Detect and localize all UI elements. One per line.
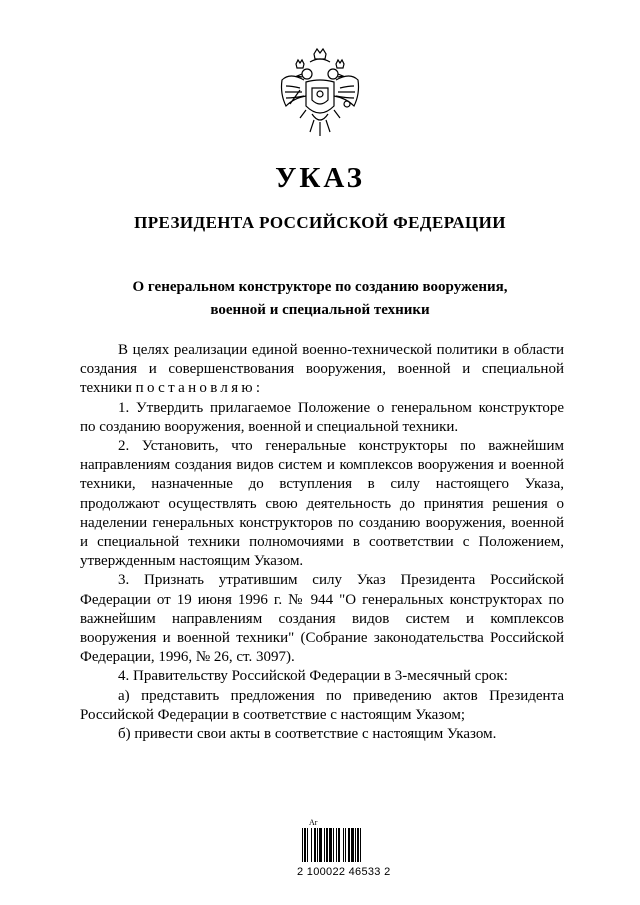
item-3-paragraph: 3. Признать утратившим силу Указ Президента Российской Федерации от 19 июня 1996 г. № 944 "О генеральных конструкторах по важнейшим направлениям создания видов систем и комплексов вооружения и военной техники" (Собрание законодательства Российской Федерации, 1996, № 26, ст. 3097). bbox=[80, 572, 564, 666]
coat-of-arms-icon bbox=[276, 44, 364, 144]
barcode-mark: Ar bbox=[309, 818, 318, 827]
item-1-paragraph: 1. Утвердить прилагаемое Положение о генеральном конструкторе по созданию вооружения, военной и специальной техники. bbox=[80, 399, 564, 435]
decree-subject-line-1: О генеральном конструкторе по созданию вооружения, bbox=[132, 279, 508, 295]
barcode-number: 2 100022 46533 2 bbox=[297, 866, 391, 878]
document-type-title: УКАЗ bbox=[275, 162, 365, 194]
item-4-paragraph: 4. Правительству Российской Федерации в 3-месячный срок: bbox=[118, 668, 508, 685]
item-2-paragraph: 2. Установить, что генеральные конструкторы по важнейшим направлениям создания видов систем и комплексов вооружения и военной техники, назначенные до вступления в силу настоящего Указа, продолжают осуществлять свою деятельность до принятия решения о наделении генеральных конструкторов по созданию вооружения, военной и специальной техники полномочиями в соответствии с Положением, утвержденным настоящим Указом. bbox=[80, 438, 564, 570]
issuer-subtitle: ПРЕЗИДЕНТА РОССИЙСКОЙ ФЕДЕРАЦИИ bbox=[134, 213, 506, 232]
preamble-paragraph bbox=[80, 341, 564, 399]
item-4a-paragraph: а) представить предложения по приведению актов Президента Российской Федерации в соответствие с настоящим Указом; bbox=[80, 687, 564, 723]
decree-body bbox=[80, 341, 564, 744]
barcode-icon bbox=[302, 828, 378, 862]
item-4b-paragraph: б) привести свои акты в соответствие с настоящим Указом. bbox=[118, 726, 497, 743]
decree-word: постановляю: bbox=[135, 380, 264, 397]
decree-subject bbox=[80, 276, 560, 322]
preamble-text: В целях реализации единой военно-технической политики в области создания и совершенствования вооружения, военной и специальной техники bbox=[80, 342, 564, 397]
decree-subject-line-2: военной и специальной техники bbox=[210, 302, 430, 318]
